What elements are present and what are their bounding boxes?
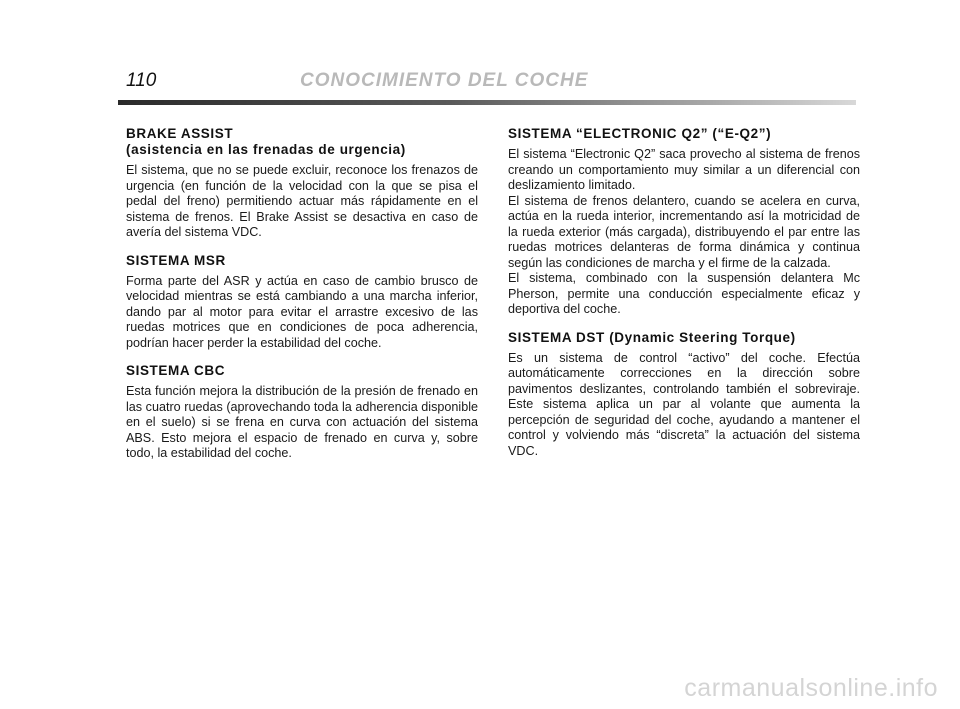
section-body [126, 163, 478, 241]
section-title [508, 126, 860, 142]
paragraph: El sistema, combinado con la suspensión delantera Mc Pherson, permite una conducción especialmente eficaz y deportiva del coche. [508, 271, 860, 316]
section-title-line: (asistencia en las frenadas de urgencia) [126, 142, 406, 157]
section-title-line: SISTEMA CBC [126, 363, 226, 378]
right-column [508, 126, 860, 471]
section-msr [126, 253, 478, 352]
section-title [508, 330, 860, 346]
section-electronic-q2 [508, 126, 860, 318]
section-title-line: SISTEMA MSR [126, 252, 226, 268]
section-title [126, 363, 478, 379]
section-title-line: SISTEMA “ELECTRONIC Q2” (“E-Q2”) [508, 126, 772, 141]
section-body [126, 384, 478, 462]
section-body [126, 274, 478, 352]
section-title-line: BRAKE ASSIST [126, 126, 234, 141]
page-number: 110 [126, 70, 157, 91]
section-brake-assist [126, 126, 478, 241]
section-title-line: SISTEMA DST (Dynamic Steering Torque) [508, 329, 796, 345]
section-dst [508, 330, 860, 460]
section-cbc [126, 363, 478, 462]
paragraph: Es un sistema de control “activo” del coche. Efectúa automáticamente correcciones en la dirección sobre pavimentos deslizantes, controlando también el sobreviraje. Este sistema aplica un par al volante que aumenta la percepción de seguridad del coche, ayudando a mantener el control y volviendo más “discreta” la actuación del sistema VDC. [508, 350, 860, 458]
paragraph: El sistema, que no se puede excluir, reconoce los frenazos de urgencia (en función de la velocidad con la que se pisa el pedal del freno) permitiendo actuar más rápidamente en el sistema de frenos. El Brake Assist se desactiva en caso de avería del sistema VDC. [126, 163, 478, 239]
section-body [508, 147, 860, 318]
left-column [126, 126, 478, 474]
page-header-title: CONOCIMIENTO DEL COCHE [300, 70, 589, 91]
section-title [126, 253, 478, 269]
paragraph: Forma parte del ASR y actúa en caso de cambio brusco de velocidad mientras se está cambiando a una marcha inferior, dando par al motor para evitar el arrastre excesivo de las ruedas motrices que en condiciones de poca adherencia, podrían hacer perder la estabilidad del coche. [126, 273, 478, 350]
header-rule [118, 100, 856, 105]
section-title [126, 126, 478, 158]
paragraph: El sistema de frenos delantero, cuando se acelera en curva, actúa en la rueda interior, incrementando así la motricidad de la rueda exterior (más cargada), distribuyendo el par entre las ruedas motrices delanteras de forma dinámica y continua según las condiciones de marcha y el firme de la calzada. [508, 193, 860, 270]
paragraph: Esta función mejora la distribución de la presión de frenado en las cuatro ruedas (aprovechando toda la adherencia disponible en el suelo) si se frena en curva con actuación del sistema ABS. Esto mejora el espacio de frenado en curva y, sobre todo, la estabilidad del coche. [126, 384, 478, 460]
watermark: carmanualsonline.info [684, 674, 938, 702]
paragraph: El sistema “Electronic Q2” saca provecho al sistema de frenos creando un comportamiento muy similar a un diferencial con deslizamiento limitado. [508, 147, 860, 192]
section-body [508, 351, 860, 460]
